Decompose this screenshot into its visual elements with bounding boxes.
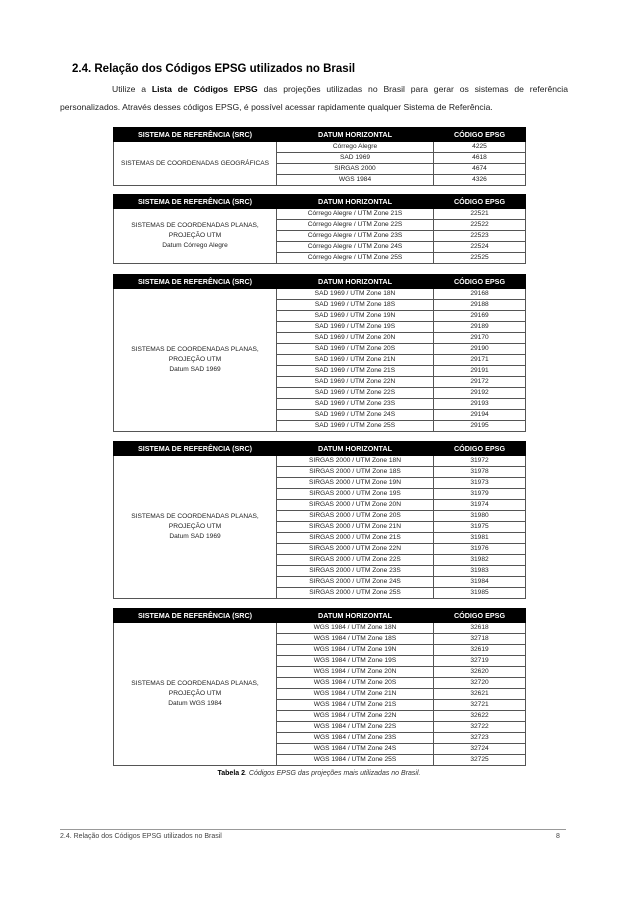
header-src: SISTEMA DE REFERÊNCIA (SRC): [114, 609, 277, 623]
epsg-code-cell: 29192: [434, 388, 526, 399]
epsg-code-cell: 32719: [434, 656, 526, 667]
datum-cell: SAD 1969 / UTM Zone 21S: [277, 366, 434, 377]
epsg-code-cell: 29168: [434, 289, 526, 300]
epsg-code-cell: 31976: [434, 544, 526, 555]
epsg-code-cell: 32725: [434, 755, 526, 766]
datum-cell: SIRGAS 2000 / UTM Zone 22S: [277, 555, 434, 566]
src-line: Datum Córrego Alegre: [162, 242, 228, 249]
datum-cell: SAD 1969 / UTM Zone 20S: [277, 344, 434, 355]
intro-paragraph: [60, 80, 568, 116]
src-line: SISTEMAS DE COORDENADAS PLANAS,: [131, 222, 259, 229]
epsg-code-cell: 32721: [434, 700, 526, 711]
epsg-code-cell: 32722: [434, 722, 526, 733]
header-epsg: CÓDIGO EPSG: [434, 128, 526, 142]
epsg-code-cell: 31975: [434, 522, 526, 533]
table-caption: [0, 770, 638, 777]
header-src: SISTEMA DE REFERÊNCIA (SRC): [114, 195, 277, 209]
epsg-code-cell: 32718: [434, 634, 526, 645]
datum-cell: SIRGAS 2000 / UTM Zone 20N: [277, 500, 434, 511]
datum-cell: SIRGAS 2000 / UTM Zone 24S: [277, 577, 434, 588]
epsg-code-cell: 29193: [434, 399, 526, 410]
epsg-table-sirgas2000: [113, 441, 526, 599]
datum-cell: Córrego Alegre / UTM Zone 24S: [277, 242, 434, 253]
table-header-row: [114, 609, 526, 623]
datum-cell: SAD 1969 / UTM Zone 25S: [277, 421, 434, 432]
epsg-code-cell: 29191: [434, 366, 526, 377]
header-datum: DATUM HORIZONTAL: [277, 128, 434, 142]
header-datum: DATUM HORIZONTAL: [277, 609, 434, 623]
epsg-code-cell: 31982: [434, 555, 526, 566]
epsg-code-cell: 32723: [434, 733, 526, 744]
datum-cell: SIRGAS 2000 / UTM Zone 21S: [277, 533, 434, 544]
datum-cell: WGS 1984 / UTM Zone 19S: [277, 656, 434, 667]
epsg-code-cell: 31979: [434, 489, 526, 500]
epsg-table-corrego-alegre: [113, 194, 526, 264]
header-datum: DATUM HORIZONTAL: [277, 275, 434, 289]
epsg-code-cell: 29170: [434, 333, 526, 344]
epsg-code-cell: 29172: [434, 377, 526, 388]
src-cell: [114, 623, 277, 766]
epsg-code-cell: 32620: [434, 667, 526, 678]
table-header-row: [114, 195, 526, 209]
src-line: Datum SAD 1969: [169, 533, 221, 540]
intro-text-start: Utilize a: [112, 84, 152, 94]
datum-cell: SIRGAS 2000 / UTM Zone 19S: [277, 489, 434, 500]
caption-label: Tabela 2: [217, 770, 245, 777]
datum-cell: SIRGAS 2000: [277, 164, 434, 175]
datum-cell: SAD 1969: [277, 153, 434, 164]
intro-link-text: Lista de Códigos EPSG: [151, 84, 258, 94]
src-line: SISTEMAS DE COORDENADAS GEOGRÁFICAS: [120, 159, 270, 167]
header-datum: DATUM HORIZONTAL: [277, 442, 434, 456]
epsg-code-cell: 22521: [434, 209, 526, 220]
epsg-code-cell: 22524: [434, 242, 526, 253]
src-line: PROJEÇÃO UTM: [168, 523, 222, 530]
datum-cell: SAD 1969 / UTM Zone 23S: [277, 399, 434, 410]
src-line: SISTEMAS DE COORDENADAS PLANAS,: [131, 680, 259, 687]
src-line: Datum SAD 1969: [169, 366, 221, 373]
datum-cell: Córrego Alegre / UTM Zone 21S: [277, 209, 434, 220]
datum-cell: WGS 1984 / UTM Zone 22S: [277, 722, 434, 733]
datum-cell: SIRGAS 2000 / UTM Zone 18N: [277, 456, 434, 467]
datum-cell: Córrego Alegre: [277, 142, 434, 153]
epsg-code-cell: 31972: [434, 456, 526, 467]
epsg-code-cell: 4674: [434, 164, 526, 175]
datum-cell: WGS 1984 / UTM Zone 21N: [277, 689, 434, 700]
epsg-code-cell: 31973: [434, 478, 526, 489]
datum-cell: SIRGAS 2000 / UTM Zone 19N: [277, 478, 434, 489]
datum-cell: SAD 1969 / UTM Zone 19N: [277, 311, 434, 322]
epsg-code-cell: 32622: [434, 711, 526, 722]
epsg-code-cell: 31978: [434, 467, 526, 478]
src-cell: [114, 289, 277, 432]
epsg-table-geographic: [113, 127, 526, 186]
datum-cell: WGS 1984 / UTM Zone 21S: [277, 700, 434, 711]
table-row: [114, 289, 526, 300]
header-datum: DATUM HORIZONTAL: [277, 195, 434, 209]
epsg-code-cell: 32621: [434, 689, 526, 700]
footer-divider: [60, 829, 566, 830]
src-line: Datum WGS 1984: [168, 700, 222, 707]
datum-cell: WGS 1984 / UTM Zone 20N: [277, 667, 434, 678]
datum-cell: WGS 1984 / UTM Zone 18S: [277, 634, 434, 645]
datum-cell: WGS 1984 / UTM Zone 23S: [277, 733, 434, 744]
table-row: [114, 456, 526, 467]
datum-cell: WGS 1984 / UTM Zone 18N: [277, 623, 434, 634]
src-line: SISTEMAS DE COORDENADAS PLANAS,: [131, 346, 259, 353]
epsg-code-cell: 31974: [434, 500, 526, 511]
epsg-code-cell: 29189: [434, 322, 526, 333]
epsg-code-cell: 31981: [434, 533, 526, 544]
epsg-code-cell: 32724: [434, 744, 526, 755]
datum-cell: WGS 1984 / UTM Zone 24S: [277, 744, 434, 755]
epsg-code-cell: 32619: [434, 645, 526, 656]
datum-cell: SIRGAS 2000 / UTM Zone 23S: [277, 566, 434, 577]
datum-cell: SIRGAS 2000 / UTM Zone 25S: [277, 588, 434, 599]
src-line: PROJEÇÃO UTM: [168, 232, 222, 239]
datum-cell: SIRGAS 2000 / UTM Zone 21N: [277, 522, 434, 533]
datum-cell: SAD 1969 / UTM Zone 22N: [277, 377, 434, 388]
table-header-row: [114, 128, 526, 142]
epsg-code-cell: 29190: [434, 344, 526, 355]
src-line: SISTEMAS DE COORDENADAS PLANAS,: [131, 513, 259, 520]
epsg-table-sad1969: [113, 274, 526, 432]
table-header-row: [114, 275, 526, 289]
caption-text: . Códigos EPSG das projeções mais utilizadas no Brasil.: [245, 770, 421, 777]
header-epsg: CÓDIGO EPSG: [434, 609, 526, 623]
epsg-code-cell: 4225: [434, 142, 526, 153]
section-heading: 2.4. Relação dos Códigos EPSG utilizados no Brasil: [72, 63, 356, 75]
page-number: 8: [556, 833, 560, 840]
datum-cell: SIRGAS 2000 / UTM Zone 18S: [277, 467, 434, 478]
epsg-code-cell: 22525: [434, 253, 526, 264]
epsg-code-cell: 22522: [434, 220, 526, 231]
epsg-code-cell: 22523: [434, 231, 526, 242]
src-line: PROJEÇÃO UTM: [168, 690, 222, 697]
datum-cell: SIRGAS 2000 / UTM Zone 22N: [277, 544, 434, 555]
datum-cell: SAD 1969 / UTM Zone 21N: [277, 355, 434, 366]
epsg-table-wgs1984: [113, 608, 526, 766]
datum-cell: Córrego Alegre / UTM Zone 23S: [277, 231, 434, 242]
datum-cell: WGS 1984 / UTM Zone 20S: [277, 678, 434, 689]
datum-cell: SIRGAS 2000 / UTM Zone 20S: [277, 511, 434, 522]
epsg-code-cell: 29171: [434, 355, 526, 366]
datum-cell: Córrego Alegre / UTM Zone 22S: [277, 220, 434, 231]
footer-section-title: 2.4. Relação dos Códigos EPSG utilizados no Brasil: [60, 833, 222, 840]
datum-cell: SAD 1969 / UTM Zone 19S: [277, 322, 434, 333]
datum-cell: SAD 1969 / UTM Zone 18S: [277, 300, 434, 311]
datum-cell: WGS 1984 / UTM Zone 25S: [277, 755, 434, 766]
header-epsg: CÓDIGO EPSG: [434, 195, 526, 209]
header-src: SISTEMA DE REFERÊNCIA (SRC): [114, 128, 277, 142]
intro-text-end: das projeções utilizadas no Brasil para gerar os sistemas de referência personalizados. Através desses códigos EPSG, é possível acessar rapidamente qualquer Sistema de Referência.: [60, 84, 568, 112]
epsg-code-cell: 29188: [434, 300, 526, 311]
src-cell: [114, 456, 277, 599]
datum-cell: WGS 1984 / UTM Zone 19N: [277, 645, 434, 656]
epsg-code-cell: 32618: [434, 623, 526, 634]
src-cell: [114, 142, 277, 186]
src-cell: [114, 209, 277, 264]
datum-cell: WGS 1984 / UTM Zone 22N: [277, 711, 434, 722]
epsg-code-cell: 4326: [434, 175, 526, 186]
epsg-code-cell: 31983: [434, 566, 526, 577]
header-src: SISTEMA DE REFERÊNCIA (SRC): [114, 442, 277, 456]
datum-cell: WGS 1984: [277, 175, 434, 186]
datum-cell: SAD 1969 / UTM Zone 20N: [277, 333, 434, 344]
header-epsg: CÓDIGO EPSG: [434, 275, 526, 289]
datum-cell: SAD 1969 / UTM Zone 18N: [277, 289, 434, 300]
epsg-code-cell: 29195: [434, 421, 526, 432]
table-row: [114, 209, 526, 220]
datum-cell: SAD 1969 / UTM Zone 22S: [277, 388, 434, 399]
epsg-code-cell: 31985: [434, 588, 526, 599]
src-line: PROJEÇÃO UTM: [168, 356, 222, 363]
table-row: [114, 623, 526, 634]
epsg-code-cell: 32720: [434, 678, 526, 689]
epsg-code-cell: 29169: [434, 311, 526, 322]
header-src: SISTEMA DE REFERÊNCIA (SRC): [114, 275, 277, 289]
epsg-code-cell: 31984: [434, 577, 526, 588]
table-header-row: [114, 442, 526, 456]
epsg-code-cell: 4618: [434, 153, 526, 164]
datum-cell: Córrego Alegre / UTM Zone 25S: [277, 253, 434, 264]
datum-cell: SAD 1969 / UTM Zone 24S: [277, 410, 434, 421]
epsg-code-cell: 29194: [434, 410, 526, 421]
table-row: [114, 142, 526, 153]
epsg-code-cell: 31980: [434, 511, 526, 522]
header-epsg: CÓDIGO EPSG: [434, 442, 526, 456]
